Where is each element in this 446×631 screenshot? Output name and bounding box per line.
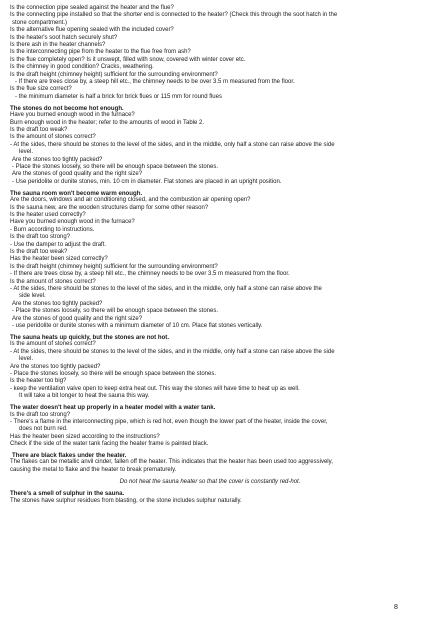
text-line: causing the metal to flake and the heater to break prematurely. [10, 466, 177, 473]
text-line: - Place the stones loosely, so there will be enough space between the stones. [12, 164, 219, 171]
section-heading: The water doesn't heat up properly in a heater model with a water tank. [10, 404, 216, 412]
text-line: Is the connection pipe sealed against the heater and the flue? [10, 5, 174, 11]
text-line: It will take a bit longer to heat the sauna this way. [19, 393, 150, 400]
troubleshooting-section [10, 190, 402, 331]
text-line: Is the heater used correctly? [10, 211, 86, 218]
text-line: The stones have sulphur residues from blasting, or the stone includes sulphur naturally. [10, 497, 242, 504]
text-line: - At the sides, there should be stones to the level of the sides, and in the middle, only half a stone can raise above the side [10, 348, 335, 355]
troubleshooting-section [10, 404, 402, 448]
text-line: - At the sides, there should be stones to the level of the sides, and in the middle, only half a stone can raise above the side [10, 141, 335, 148]
troubleshooting-section [10, 334, 402, 401]
text-line: Is the flue size correct? [10, 86, 72, 93]
section-heading: There are black flakes under the heater. [12, 452, 127, 460]
text-line: Is the connecting pipe installed so that the shorter end is connected to the heater? (Check this through the soot hatch in the [10, 12, 338, 19]
text-line: level. [19, 356, 34, 363]
text-line: - the minimum diameter is half a brick for brick flues or 115 mm for round flues [15, 93, 222, 100]
text-line: - use peridolite or dunite stones with a minimum diameter of 10 cm. Place flat stones vertically. [12, 323, 263, 330]
text-line: Is the chimney in good condition? Cracks, weathering. [10, 64, 154, 71]
text-line: Is the amount of stones correct? [10, 278, 96, 285]
text-line: stone compartment.) [12, 19, 68, 26]
text-line: Has the heater been sized correctly? [10, 256, 108, 263]
text-line: Is the draft too strong? [10, 411, 71, 418]
text-line: Is there ash in the heater channels? [10, 42, 106, 49]
intro-checklist [10, 5, 402, 101]
troubleshooting-section [10, 490, 402, 505]
text-line: does not burn red. [19, 426, 68, 433]
text-line: Is the heater too big? [10, 378, 67, 385]
text-line: Is the sauna new, are the wooden structures damp for some other reason? [10, 204, 209, 211]
text-line: Has the heater been sized according to the instructions? [10, 433, 160, 440]
text-line: Are the stones too tightly packed? [12, 156, 103, 163]
text-line: Are the stones of good quality and the right size? [12, 315, 143, 322]
text-line: Is the amount of stones correct? [10, 134, 96, 141]
page-number: 8 [394, 604, 398, 611]
text-line: Is the heater's soot hatch securely shut? [10, 34, 118, 41]
section-heading: There's a smell of sulphur in the sauna. [10, 490, 125, 498]
text-line: Is the draft height (chimney height) sufficient for the surrounding environment? [10, 263, 218, 270]
text-line: Are the stones too tightly packed? [10, 363, 101, 370]
text-line: Burn enough wood in the heater; refer to the amounts of wood in Table 2. [10, 119, 205, 126]
text-line: - keep the ventilation valve open to keep extra heat out. This way the stones will have time to heat up as well. [10, 385, 300, 392]
text-line: The flakes can be metallic anvil cinder, fallen off the heater. This indicates that the heater has been used too aggressively, [10, 459, 333, 466]
text-line: - If there are trees close by, a steep hill etc., the chimney needs to be over 3.5 m measured from the floor. [15, 79, 295, 86]
text-line: Have you burned enough wood in the furnace? [10, 219, 135, 226]
text-line: - Place the stones loosely, so there will be enough space between the stones. [12, 308, 219, 315]
section-heading: The sauna room won't become warm enough. [10, 189, 143, 197]
text-line: - Use the damper to adjust the draft. [10, 241, 107, 248]
text-line: - At the sides, there should be stones to the level of the sides, and in the middle, only half a stone can raise above the [10, 286, 322, 293]
warning-note: Do not heat the sauna heater so that the cover is constantly red-hot. [119, 479, 301, 486]
document-page [10, 5, 402, 505]
text-line: Is the interconnecting pipe from the heater to the flue free from ash? [10, 49, 191, 56]
text-line: Is the draft too strong? [10, 234, 71, 241]
text-line: - Use peridolite or dunite stones, min. 10 cm in diameter. Flat stones are placed in an upright position. [12, 178, 282, 185]
text-line: Is the flue completely open? Is it unswept, filled with snow, covered with winter cover etc. [10, 56, 246, 63]
text-line: - If there are trees close by, a steep hill etc., the chimney needs to be over 3.5 m measured from the floor. [10, 271, 290, 278]
text-line: Is the draft height (chimney height) sufficient for the surrounding environment? [10, 71, 218, 78]
text-line: Check if the side of the water tank facing the heater frame is painted black. [10, 441, 209, 448]
text-line: Have you burned enough wood in the furnace? [10, 112, 135, 119]
section-heading: The stones do not become hot enough. [10, 104, 124, 112]
troubleshooting-section [10, 105, 402, 186]
text-line: Is the draft too weak? [10, 127, 68, 133]
text-line: Is the amount of stones correct? [10, 341, 96, 348]
text-line: - Place the stones loosely, so there will be enough space between the stones. [10, 371, 217, 377]
text-line: Is the draft too weak? [10, 249, 68, 255]
text-line: level. [19, 149, 34, 156]
text-line: - There's a flame in the interconnecting pipe, which is red hot, even though the lower part of the heater, inside the cover, [10, 418, 328, 425]
troubleshooting-section [10, 452, 402, 487]
section-heading: The sauna heats up quickly, but the stones are not hot. [10, 333, 170, 341]
text-line: Are the stones of good quality and the right size? [12, 171, 143, 178]
text-line: side level. [19, 293, 46, 300]
text-line: Are the doors, windows and air conditioning closed, and the combustion air opening open? [10, 197, 251, 204]
text-line: Are the stones too tightly packed? [12, 300, 103, 307]
text-line: - Burn according to instructions. [10, 226, 95, 233]
text-line: Is the alternative flue opening sealed with the included cover? [10, 27, 174, 34]
